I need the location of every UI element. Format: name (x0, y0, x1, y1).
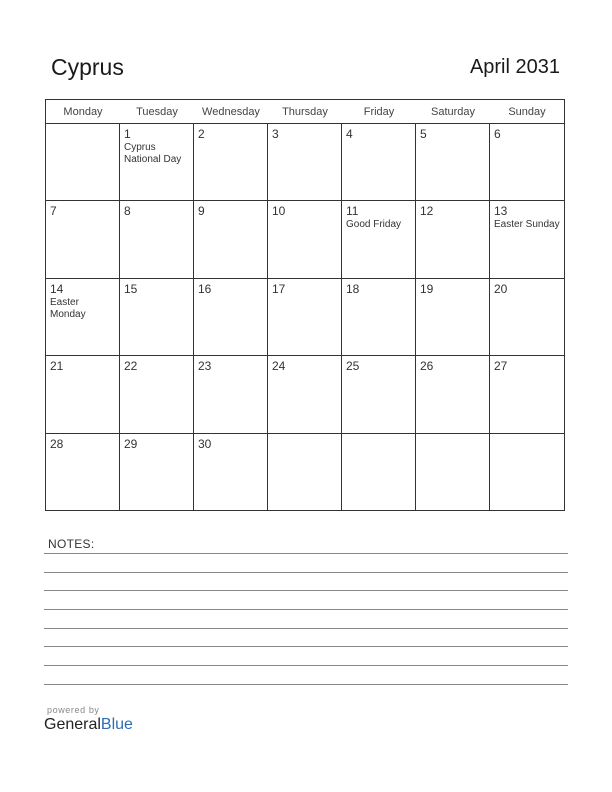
day-number: 11 (346, 204, 359, 219)
notes-label: NOTES: (48, 537, 95, 551)
day-number: 13 (494, 204, 508, 219)
day-number: 10 (272, 204, 286, 219)
holiday-label: Easter Monday (50, 296, 86, 320)
weekday-monday: Monday (63, 106, 103, 118)
day-number: 5 (420, 127, 427, 141)
holiday-label: Easter Sunday (494, 219, 560, 231)
day-number: 16 (198, 281, 212, 296)
day-cell[interactable] (490, 124, 564, 201)
day-number: 28 (50, 436, 64, 451)
day-cell[interactable] (416, 356, 490, 433)
day-number: 17 (272, 281, 286, 296)
day-cell[interactable] (342, 124, 416, 201)
day-number: 14 (50, 281, 64, 296)
day-cell[interactable] (46, 124, 120, 201)
note-line[interactable] (44, 646, 568, 647)
day-cell[interactable] (416, 201, 490, 278)
day-number: 19 (420, 281, 434, 296)
day-number: 1 (124, 127, 131, 141)
day-cell[interactable] (194, 201, 268, 278)
day-cell[interactable] (268, 124, 342, 201)
day-number: 24 (272, 359, 286, 374)
day-number: 7 (50, 204, 57, 219)
day-cell[interactable] (342, 434, 416, 511)
day-cell[interactable] (490, 434, 564, 511)
brand-general: General (44, 716, 101, 733)
day-cell[interactable] (268, 434, 342, 511)
day-cell[interactable] (416, 124, 490, 201)
day-cell[interactable] (194, 356, 268, 433)
day-number: 20 (494, 281, 508, 296)
day-cell[interactable] (46, 201, 120, 278)
day-cell[interactable] (268, 279, 342, 356)
day-cell[interactable] (268, 201, 342, 278)
weekday-thursday: Thursday (282, 106, 328, 118)
day-number: 29 (124, 436, 138, 451)
day-number: 12 (420, 204, 434, 219)
day-cell[interactable] (120, 124, 194, 201)
day-number: 6 (494, 127, 501, 141)
day-number: 21 (50, 359, 64, 374)
day-number: 8 (124, 204, 131, 219)
day-number: 25 (346, 359, 360, 374)
day-cell[interactable] (342, 279, 416, 356)
note-line[interactable] (44, 590, 568, 591)
day-cell[interactable] (46, 356, 120, 433)
day-cell[interactable] (46, 279, 120, 356)
day-number: 2 (198, 127, 205, 141)
day-number: 18 (346, 281, 360, 296)
day-number: 15 (124, 281, 138, 296)
calendar-grid (45, 99, 565, 511)
day-cell[interactable] (194, 279, 268, 356)
holiday-label: Cyprus National Day (124, 142, 182, 165)
day-cell[interactable] (416, 279, 490, 356)
country-title: Cyprus (51, 54, 124, 80)
day-number: 30 (198, 436, 212, 451)
day-cell[interactable] (490, 279, 564, 356)
day-cell[interactable] (342, 356, 416, 433)
day-number: 3 (272, 127, 279, 141)
day-grid (46, 124, 564, 511)
note-line[interactable] (44, 553, 568, 554)
generalblue-logo[interactable] (44, 716, 133, 734)
note-line[interactable] (44, 628, 568, 629)
day-cell[interactable] (342, 201, 416, 278)
weekday-header-row (46, 100, 564, 124)
weekday-tuesday: Tuesday (136, 106, 178, 118)
powered-by-text: powered by (47, 705, 100, 715)
day-cell[interactable] (268, 356, 342, 433)
month-year-title: April 2031 (469, 56, 560, 78)
brand-blue: Blue (100, 716, 133, 733)
weekday-saturday: Saturday (430, 106, 476, 118)
day-cell[interactable] (120, 434, 194, 511)
note-line[interactable] (44, 572, 568, 573)
day-cell[interactable] (194, 124, 268, 201)
note-line[interactable] (44, 609, 568, 610)
day-number: 27 (494, 359, 508, 374)
note-line[interactable] (44, 684, 568, 685)
day-number: 9 (198, 204, 205, 219)
note-line[interactable] (44, 665, 568, 666)
day-cell[interactable] (120, 356, 194, 433)
weekday-friday: Friday (363, 106, 395, 118)
day-cell[interactable] (120, 279, 194, 356)
weekday-wednesday: Wednesday (202, 106, 260, 118)
day-cell[interactable] (46, 434, 120, 511)
day-number: 22 (124, 359, 138, 374)
day-cell[interactable] (194, 434, 268, 511)
weekday-sunday: Sunday (508, 106, 546, 118)
day-number: 26 (420, 359, 434, 374)
day-number: 23 (198, 359, 212, 374)
day-cell[interactable] (120, 201, 194, 278)
day-cell[interactable] (490, 201, 564, 278)
day-number: 4 (346, 127, 353, 141)
day-cell[interactable] (416, 434, 490, 511)
holiday-label: Good Friday (346, 219, 402, 231)
day-cell[interactable] (490, 356, 564, 433)
